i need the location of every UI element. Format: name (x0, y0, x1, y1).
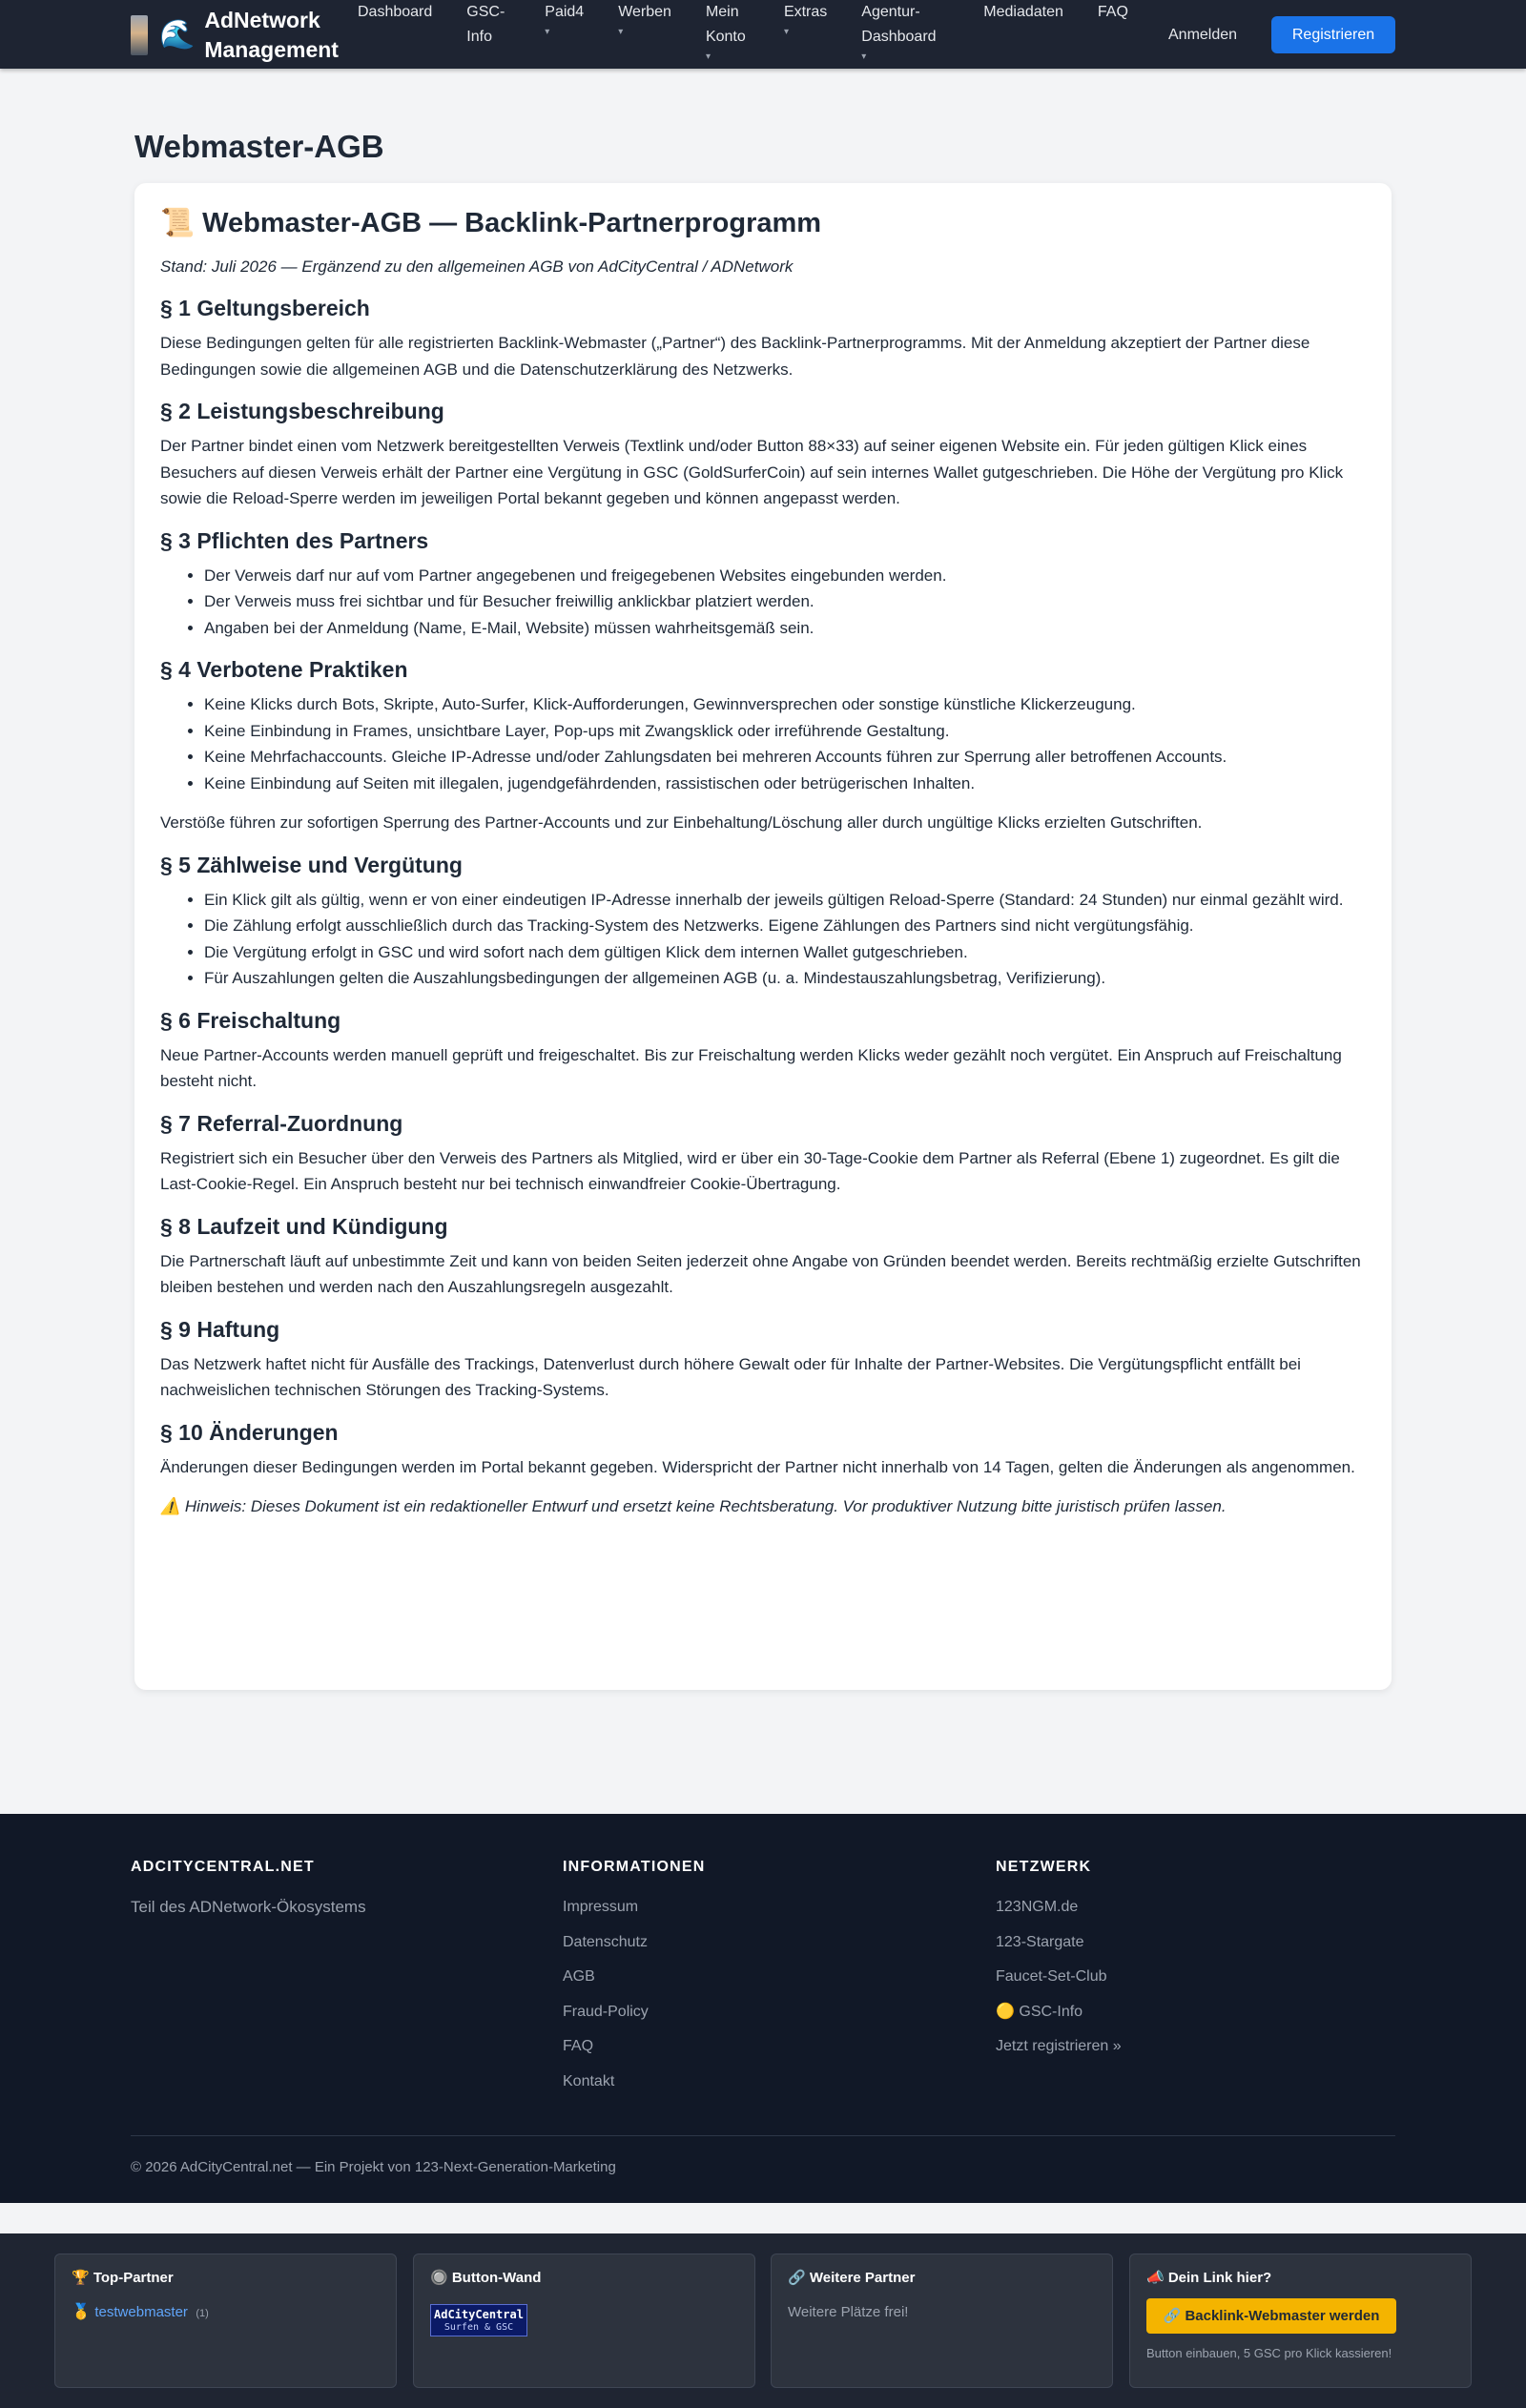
section-9-text: Das Netzwerk haftet nicht für Ausfälle des Trackings, Datenverlust durch höhere Gewalt oder für Inhalte der Partner-Websites. Die Vergütungspflicht entfällt bei nachweislichen technischen Störungen des Tracking-Systems. (160, 1354, 1301, 1399)
section-2-text: Der Partner bindet einen vom Netzwerk bereitgestellten Verweis (Textlink und/oder Button 88×33) auf seiner eigenen Website ein. Für jeden gültigen Klick eines Besuchers auf diesen Verweis erhält der Partner eine Vergütung in GSC (GoldSurferCoin) auf sein internes Wallet gutgeschrieben. Die Höhe der Vergütung pro Klick sowie die Reload-Sperre werden im jeweiligen Portal bekannt gegeben und können angepasst werden. (160, 437, 1344, 507)
section-1-text: Diese Bedingungen gelten für alle registrierten Backlink-Webmaster („Partner“) des Backlink-Partnerprogramms. Mit der Anmeldung akzeptiert der Partner diese Bedingungen sowie die allgemeinen AGB und die Datenschutzerklärung des Netzwerks. (160, 334, 1310, 379)
banner-line-2: Surfen & GSC (443, 2322, 514, 2333)
footer-link-123-stargate[interactable]: 123-Stargate (996, 1933, 1084, 1950)
footer-link-123ngm[interactable]: 123NGM.de (996, 1899, 1079, 1915)
top-navbar (0, 0, 1526, 69)
widget-top-partner (54, 2254, 397, 2388)
section-2-title: § 2 Leistungsbeschreibung (160, 399, 444, 423)
top-partner-count: (1) (196, 2308, 209, 2319)
copyright: © 2026 AdCityCentral.net — Ein Projekt von 123-Next-Generation-Marketing (131, 2159, 616, 2175)
partner-banner-button[interactable] (430, 2304, 527, 2336)
list-item: • Die Zählung erfolgt ausschließlich durch das Tracking-System des Netzwerks. Eigene Zählungen des Partners sind nicht vergütungsfähig. (204, 913, 1366, 939)
footer-col-title: NETZWERK (996, 1859, 1092, 1875)
main-menu (358, 0, 1163, 65)
brand-name: AdNetwork Management (204, 8, 339, 62)
footer-link-gsc-info[interactable]: 🟡 GSC-Info (996, 2003, 1083, 2020)
footer-col-information (563, 1856, 706, 2105)
footer-link-impressum[interactable]: Impressum (563, 1899, 639, 1915)
register-button[interactable]: Registrieren (1271, 16, 1395, 53)
banner-line-1: AdCityCentral (434, 2308, 524, 2321)
section-9-title: § 9 Haftung (160, 1316, 280, 1342)
nav-mediadaten[interactable]: Mediadaten (983, 4, 1063, 20)
document-date: Stand: Juli 2026 — Ergänzend zu den allgemeinen AGB von AdCityCentral / ADNetwork (160, 257, 794, 276)
footer-link-faucet-set-club[interactable]: Faucet-Set-Club (996, 1968, 1107, 1985)
list-item: • Der Verweis darf nur auf vom Partner angegebenen und freigegebenen Websites eingebunden werden. (204, 563, 1366, 589)
section-10-title: § 10 Änderungen (160, 1419, 339, 1445)
list-item: • Für Auszahlungen gelten die Auszahlungsbedingungen der allgemeinen AGB (u. a. Mindestauszahlungsbetrag, Verifizierung). (204, 965, 1366, 992)
footer-col-network (996, 1856, 1122, 2070)
list-item: • Keine Einbindung auf Seiten mit illegalen, jugendgefährdenden, rassistischen oder betrügerischen Inhalten. (204, 771, 1366, 797)
nav-agentur-dashboard[interactable]: Agentur-Dashboard ▾ (861, 0, 949, 65)
section-6-title: § 6 Freischaltung (160, 1007, 341, 1033)
list-item: • Keine Klicks durch Bots, Skripte, Auto-Surfer, Klick-Aufforderungen, Gewinnversprechen oder sonstige künstliche Klickerzeugung. (204, 691, 1366, 718)
list-item: • Ein Klick gilt als gültig, wenn er von einer eindeutigen IP-Adresse innerhalb der jeweils gültigen Reload-Sperre (Standard: 24 Stunden) nur einmal gezählt wird. (204, 887, 1366, 914)
terms-card (134, 183, 1392, 1690)
top-partner-row (72, 2302, 380, 2323)
your-link-note: Button einbauen, 5 GSC pro Klick kassieren! (1146, 2346, 1392, 2360)
section-5-title: § 5 Zählweise und Vergütung (160, 852, 463, 877)
widget-button-wall (413, 2254, 755, 2388)
brand[interactable] (131, 6, 361, 65)
widget-more-partners (771, 2254, 1113, 2388)
site-footer (0, 1814, 1526, 2203)
section-7-title: § 7 Referral-Zuordnung (160, 1110, 403, 1136)
more-partners-text: Weitere Plätze frei! (788, 2304, 909, 2320)
footer-link-agb[interactable]: AGB (563, 1968, 595, 1985)
top-partner-link[interactable]: testwebmaster (94, 2304, 188, 2320)
chevron-down-icon: ▾ (705, 51, 711, 62)
footer-link-datenschutz[interactable]: Datenschutz (563, 1933, 648, 1950)
section-1-title: § 1 Geltungsbereich (160, 296, 370, 320)
disclaimer-note: ⚠️ Hinweis: Dieses Dokument ist ein redaktioneller Entwurf und ersetzt keine Rechtsberatung. Vor produktiver Nutzung bitte juristisch prüfen lassen. (160, 1497, 1227, 1515)
widget-your-link (1129, 2254, 1472, 2388)
section-10-text: Änderungen dieser Bedingungen werden im Portal bekannt gegeben. Widerspricht der Partner nicht innerhalb von 14 Tagen, gelten die Änderungen als angenommen. (160, 1457, 1355, 1476)
widget-title: 🏆 Top-Partner (72, 2270, 174, 2286)
footer-divider (131, 2135, 1395, 2136)
nav-werben[interactable]: Werben ▾ (618, 0, 671, 65)
medal-icon: 🥇 (72, 2304, 91, 2320)
nav-paid4[interactable]: Paid4 ▾ (545, 0, 584, 65)
nav-faq[interactable]: FAQ (1097, 4, 1128, 20)
footer-col-title: INFORMATIONEN (563, 1859, 706, 1875)
footer-col-title: ADCITYCENTRAL.NET (131, 1859, 315, 1875)
list-item: • Der Verweis muss frei sichtbar und für Besucher freiwillig anklickbar platziert werden. (204, 588, 1366, 615)
footer-col-about (131, 1856, 366, 1919)
nav-mein-konto[interactable]: Mein Konto ▾ (706, 0, 750, 65)
become-webmaster-button[interactable]: 🔗 Backlink-Webmaster werden (1146, 2298, 1396, 2334)
nav-gsc-info[interactable]: GSC-Info (466, 4, 505, 45)
list-item: • Keine Mehrfachaccounts. Gleiche IP-Adresse und/oder Zahlungsdaten bei mehreren Accounts führen zur Sperrung aller betroffenen Accounts. (204, 744, 1366, 771)
section-3-title: § 3 Pflichten des Partners (160, 527, 429, 553)
section-7-text: Registriert sich ein Besucher über den Verweis des Partners als Mitglied, wird er über ein 30-Tage-Cookie dem Partner als Referral (Ebene 1) zugeordnet. Es gilt die Last-Cookie-Regel. Ein Anspruch besteht nur bei technisch einwandfreier Cookie-Übertragung. (160, 1148, 1340, 1193)
footer-tagline: Teil des ADNetwork-Ökosystems (131, 1898, 366, 1916)
section-6-text: Neue Partner-Accounts werden manuell geprüft und freigeschaltet. Bis zur Freischaltung werden Klicks weder gezählt noch vergütet. Ein Anspruch auf Freischaltung besteht nicht. (160, 1045, 1342, 1090)
widget-title: 📣 Dein Link hier? (1146, 2270, 1272, 2286)
widget-title: 🔘 Button-Wand (430, 2270, 542, 2286)
wave-icon: 🌊 (159, 19, 196, 51)
login-button[interactable]: Anmelden (1168, 27, 1238, 43)
chevron-down-icon: ▾ (618, 27, 624, 37)
chevron-down-icon: ▾ (783, 27, 789, 37)
section-8-title: § 8 Laufzeit und Kündigung (160, 1213, 448, 1239)
section-4-title: § 4 Verbotene Praktiken (160, 657, 408, 682)
document-heading: 📜 Webmaster-AGB — Backlink-Partnerprogramm (160, 208, 822, 238)
widget-title: 🔗 Weitere Partner (788, 2270, 916, 2286)
section-4-text: Verstöße führen zur sofortigen Sperrung des Partner-Accounts und zur Einbehaltung/Löschung aller durch ungültige Klicks erzielten Gutschriften. (160, 813, 1203, 832)
chevron-down-icon: ▾ (861, 51, 867, 62)
section-5-list (204, 887, 1366, 992)
footer-link-register[interactable]: Jetzt registrieren » (996, 2038, 1122, 2054)
list-item: • Die Vergütung erfolgt in GSC und wird sofort nach dem gültigen Klick dem internen Wallet gutgeschrieben. (204, 939, 1366, 966)
page-title: Webmaster-AGB (134, 129, 384, 164)
widget-bar (0, 2233, 1526, 2408)
nav-extras[interactable]: Extras ▾ (784, 0, 827, 65)
section-3-list (204, 563, 1366, 642)
chevron-down-icon: ▾ (545, 27, 550, 37)
section-8-text: Die Partnerschaft läuft auf unbestimmte Zeit und kann von beiden Seiten jederzeit ohne Angabe von Gründen beendet werden. Bereits rechtmäßig erzielte Gutschriften bleiben bestehen und werden nach den Auszahlungsregeln ausgezahlt. (160, 1251, 1361, 1296)
section-4-list (204, 691, 1366, 796)
nav-dashboard[interactable]: Dashboard (358, 4, 433, 20)
list-item: • Keine Einbindung in Frames, unsichtbare Layer, Pop-ups mit Zwangsklick oder irreführende Gestaltung. (204, 718, 1366, 745)
list-item: • Angaben bei der Anmeldung (Name, E-Mail, Website) müssen wahrheitsgemäß sein. (204, 615, 1366, 642)
footer-link-fraud-policy[interactable]: Fraud-Policy (563, 2003, 649, 2020)
footer-link-kontakt[interactable]: Kontakt (563, 2072, 615, 2089)
brand-logo-image (131, 15, 148, 55)
footer-link-faq[interactable]: FAQ (563, 2038, 594, 2054)
